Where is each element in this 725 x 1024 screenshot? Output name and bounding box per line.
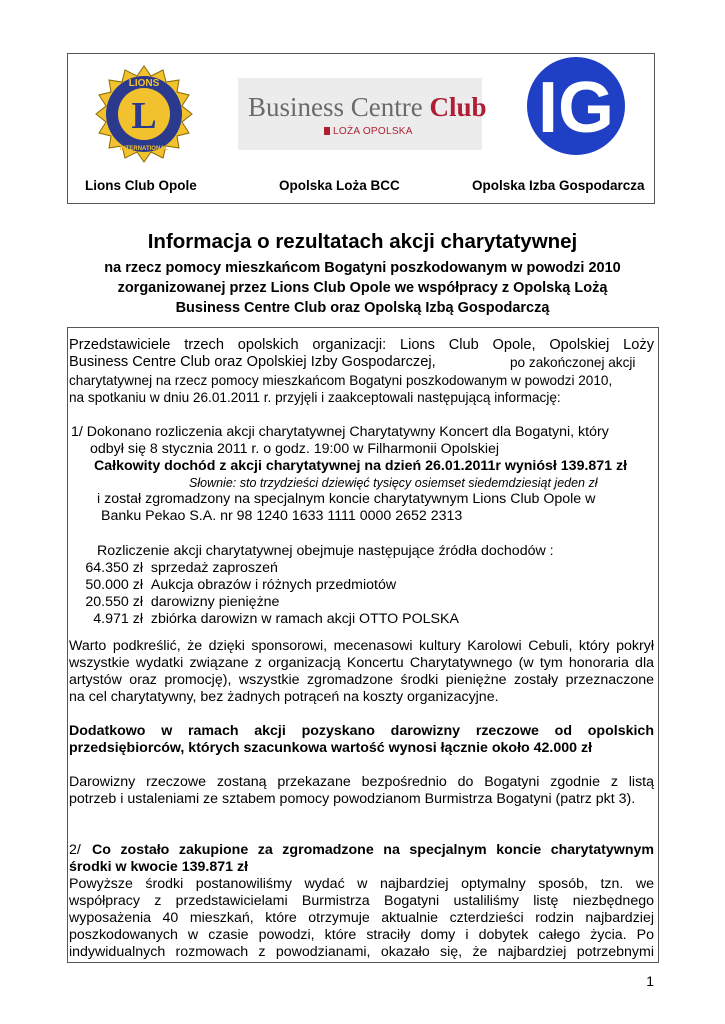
intro-line-2b: po zakończonej akcji (510, 355, 636, 370)
lions-logo-top: LIONS (128, 78, 160, 89)
document-title: Informacja o rezultatach akcji charytatywnej (147, 230, 578, 253)
point2-text-line-3: wyposażenia 40 mieszkań, które otrzymuje aktualnie czterdzieści rodzin najbardziej (69, 910, 654, 926)
sponsor-line-1: Warto podkreślić, że dzięki sponsorowi, mecenasowi kultury Karolowi Cebuli, który pokrył (69, 638, 654, 654)
intro-line-3: charytatywnej na rzecz pomocy mieszkańcom Bogatyni poszkodowanym w powodzi 2010, (69, 373, 613, 388)
point2-text-line-2: współpracy z przedstawicielami Burmistrza Bogatyni ustaliliśmy listę niezbędnego (69, 893, 654, 909)
sponsor-line-3: artystów oraz promocję), wszystkie zgromadzone środki pieniężne zostały przeznaczone (69, 672, 654, 688)
org-label-lions: Lions Club Opole (85, 178, 197, 193)
bcc-logo (238, 78, 487, 150)
account-line-2: Banku Pekao S.A. nr 98 1240 1633 1111 0000 2652 2313 (101, 508, 463, 524)
intro-line-4: na spotkaniu w dniu 26.01.2011 r. przyjęli i zaakceptowali następującą informację: (69, 390, 561, 405)
subtitle-line-3: Business Centre Club oraz Opolską Izbą Gospodarczą (175, 300, 550, 316)
source-item: 50.000 zł Aukcja obrazów i różnych przedmiotów (85, 577, 397, 593)
account-line-1: i został zgromadzony na specjalnym koncie charytatywnym Lions Club Opole w (97, 491, 596, 507)
additional-line-2: przedsiębiorców, których szacunkowa wartość wynosi łącznie około 42.000 zł (69, 740, 593, 756)
point2-heading-line-2: środki w kwocie 139.871 zł (69, 859, 249, 875)
in-kind-line-1: Darowizny rzeczowe zostaną przekazane bezpośrednio do Bogatyni zgodnie z listą (69, 774, 654, 790)
source-item: 64.350 zł sprzedaż zaproszeń (85, 560, 278, 576)
intro-line-1: Przedstawiciele trzech opolskich organizacji: Lions Club Opole, Opolskiej Loży (69, 337, 654, 353)
bcc-logo-main: Business Centre (248, 92, 423, 122)
ig-logo (526, 56, 626, 156)
header-box (67, 53, 655, 204)
sponsor-line-2: wszystkie wydatki związane z organizacją Koncertu Charytatywnego (w tym honoraria dla (69, 655, 654, 671)
point2-text-line-5: indywidualnych rozmowach z powodzianami, okazało się, że najbardziej potrzebnymi (69, 944, 654, 960)
point2-heading-line-1: Co zostało zakupione za zgromadzone na specjalnym koncie charytatywnym (92, 842, 654, 858)
total-in-words: Słownie: sto trzydzieści dziewięć tysięcy osiemset siedemdziesiąt jeden zł (189, 476, 598, 490)
point1-line-1: 1/ Dokonano rozliczenia akcji charytatywnej Charytatywny Koncert dla Bogatyni, który (71, 424, 609, 440)
point2-number: 2/ (69, 842, 81, 858)
sources-intro: Rozliczenie akcji charytatywnej obejmuje następujące źródła dochodów : (97, 543, 554, 559)
source-item: 20.550 zł darowizny pieniężne (85, 594, 280, 610)
subtitle-line-1: na rzecz pomocy mieszkańcom Bogatyni poszkodowanym w powodzi 2010 (104, 260, 621, 276)
org-label-ig: Opolska Izba Gospodarcza (472, 178, 645, 193)
lions-club-logo (88, 58, 200, 170)
additional-line-1: Dodatkowo w ramach akcji pozyskano darowizny rzeczowe od opolskich (69, 723, 654, 739)
page-number: 1 (646, 973, 654, 989)
org-label-bcc: Opolska Loża BCC (279, 178, 400, 193)
intro-line-2a: Business Centre Club oraz Opolskiej Izby Gospodarczej, (69, 354, 436, 370)
point1-line-2: odbył się 8 stycznia 2011 r. o godz. 19:00 w Filharmonii Opolskiej (90, 441, 500, 457)
point2-text-line-1: Powyższe środki postanowiliśmy wydać w najbardziej optymalny sposób, tzn. we (69, 876, 654, 892)
ig-logo-letters: IG (537, 68, 615, 148)
bcc-logo-club: Club (429, 92, 487, 122)
sponsor-line-4: na cel charytatywny, bez żadnych potrąceń na koszty organizacyjne. (69, 689, 499, 705)
lions-logo-bottom: INTERNATIONAL (119, 146, 169, 152)
subtitle-line-2: zorganizowanej przez Lions Club Opole we współpracy z Opolską Lożą (117, 280, 608, 296)
in-kind-line-2: potrzeb i ustaleniami ze sztabem pomocy powodzianom Burmistrza Bogatyni (patrz pkt 3). (69, 791, 636, 807)
bcc-logo-sub: LOŻA OPOLSKA (333, 126, 413, 137)
source-item: 4.971 zł zbiórka darowizn w ramach akcji OTTO POLSKA (93, 611, 459, 627)
total-income: Całkowity dochód z akcji charytatywnej na dzień 26.01.2011r wyniósł 139.871 zł (94, 458, 628, 474)
lions-logo-letter: L (131, 95, 157, 137)
point2-text-line-4: poszkodowanych w czasie powodzi, które straciły domy i dobytek całego życia. Po (69, 927, 654, 943)
